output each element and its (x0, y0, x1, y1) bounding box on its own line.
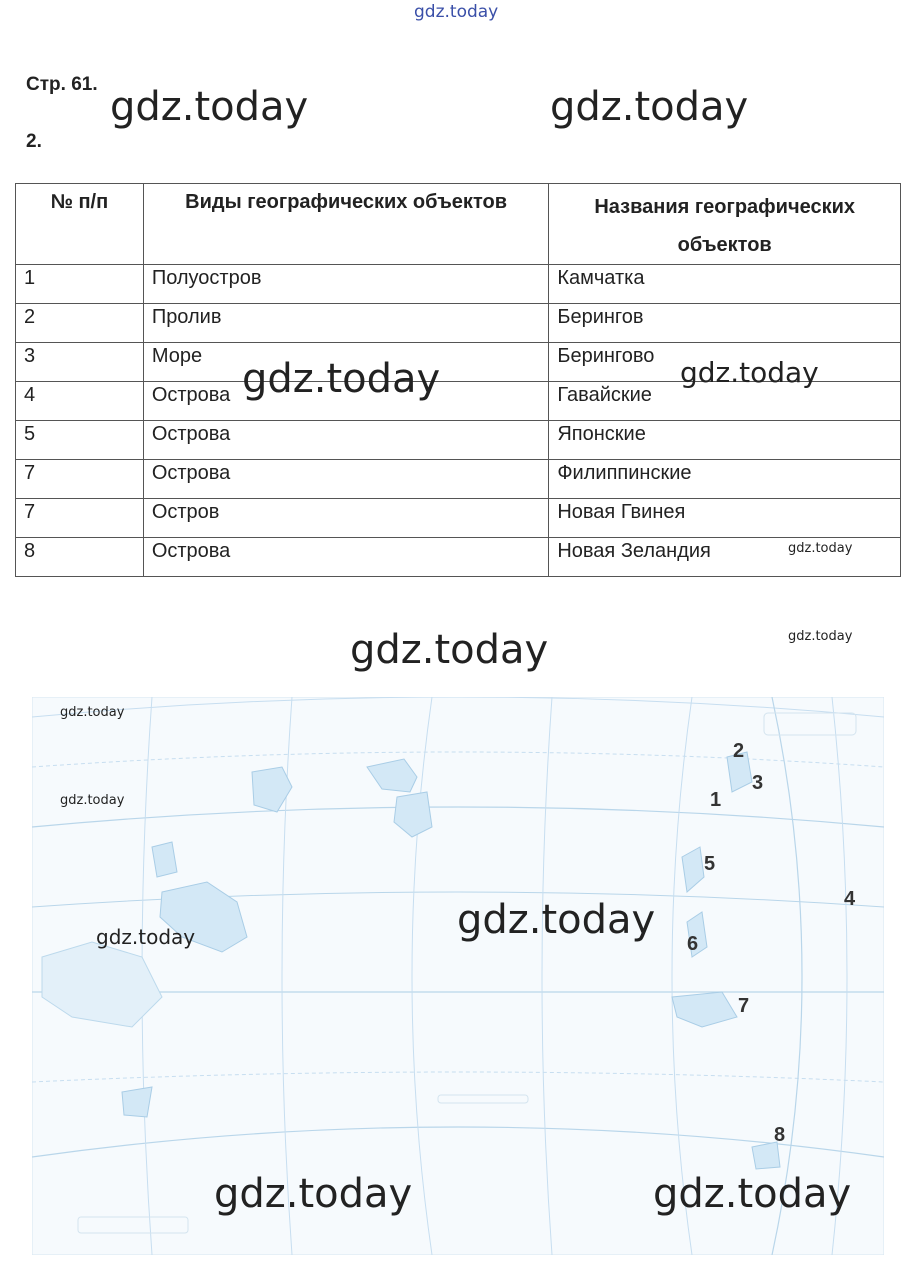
table-row (16, 421, 901, 460)
object-name: Новая Гвинея (549, 499, 901, 538)
object-name: Японские (549, 421, 901, 460)
page-label: Стр. 61. (26, 74, 98, 95)
map-marker-4: 4 (844, 888, 856, 910)
object-name: Камчатка (549, 265, 901, 304)
map-marker-5: 5 (704, 853, 716, 875)
object-name: Новая Зеландия (549, 538, 901, 577)
table-row (16, 304, 901, 343)
row-number: 1 (16, 265, 144, 304)
row-number: 5 (16, 421, 144, 460)
object-type: Острова (143, 382, 549, 421)
watermark: gdz.today (550, 84, 749, 130)
row-number: 4 (16, 382, 144, 421)
map-marker-8: 8 (774, 1124, 786, 1146)
row-number: 8 (16, 538, 144, 577)
map-marker-6: 6 (687, 933, 699, 955)
watermark: gdz.today (110, 84, 309, 130)
object-name: Гавайские (549, 382, 901, 421)
watermark: gdz.today (60, 793, 125, 808)
watermark: gdz.today (60, 705, 125, 720)
map-marker-2: 2 (733, 740, 745, 762)
map-marker-7: 7 (738, 995, 750, 1017)
column-header-name: Названия географических объектов (549, 184, 901, 265)
watermark: gdz.today (457, 897, 656, 943)
watermark: gdz.today (680, 356, 819, 389)
table-row (16, 499, 901, 538)
object-name: Филиппинские (549, 460, 901, 499)
site-logo: gdz.today (414, 2, 499, 22)
object-type: Полуостров (143, 265, 549, 304)
table-row (16, 460, 901, 499)
watermark: gdz.today (96, 925, 196, 949)
object-type: Острова (143, 538, 549, 577)
table-row (16, 538, 901, 577)
watermark: gdz.today (653, 1171, 852, 1217)
object-type: Острова (143, 460, 549, 499)
contour-map (32, 697, 884, 1255)
object-type: Пролив (143, 304, 549, 343)
row-number: 7 (16, 499, 144, 538)
watermark: gdz.today (788, 541, 853, 556)
map-marker-3: 3 (752, 772, 764, 794)
watermark: gdz.today (788, 629, 853, 644)
object-type: Остров (143, 499, 549, 538)
map-marker-1: 1 (710, 789, 722, 811)
row-number: 3 (16, 343, 144, 382)
watermark: gdz.today (242, 356, 441, 402)
watermark: gdz.today (214, 1171, 413, 1217)
object-name: Берингов (549, 304, 901, 343)
task-number: 2. (26, 131, 42, 152)
object-type: Море (143, 343, 549, 382)
column-header-number: № п/п (16, 184, 144, 265)
row-number: 7 (16, 460, 144, 499)
object-type: Острова (143, 421, 549, 460)
table-row (16, 265, 901, 304)
table-header-row (16, 184, 901, 265)
object-name: Берингово (549, 343, 901, 382)
column-header-type: Виды географических объектов (143, 184, 549, 265)
row-number: 2 (16, 304, 144, 343)
watermark: gdz.today (350, 627, 549, 673)
